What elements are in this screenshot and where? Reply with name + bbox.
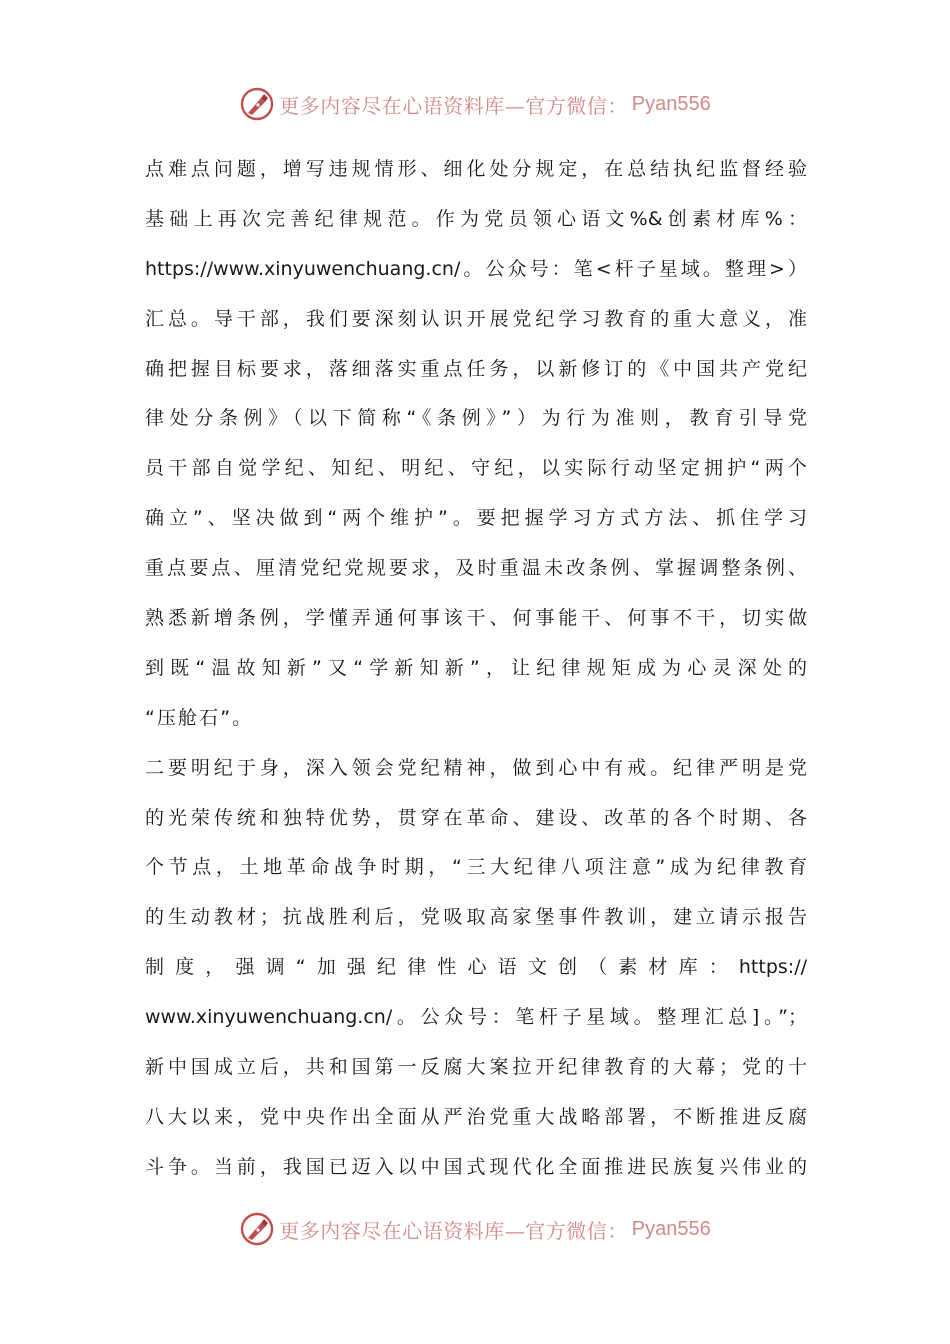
text-line: 员干部自觉学纪、知纪、明纪、守纪，以实际行动坚定拥护“两个 bbox=[145, 457, 807, 480]
banner-handle: Pyan556 bbox=[631, 1217, 711, 1240]
text-line: 确立”、坚决做到“两个维护”。要把握学习方式方法、抓住学习 bbox=[145, 507, 807, 530]
header-banner bbox=[0, 84, 950, 124]
text-line: 点难点问题，增写违规情形、细化处分规定，在总结执纪监督经验 bbox=[145, 158, 807, 180]
banner-text: 更多内容尽在心语资料库—官方微信： bbox=[279, 93, 628, 118]
text-line: 重点要点、厘清党纪党规要求，及时重温未改条例、掌握调整条例、 bbox=[145, 557, 807, 580]
text-line: https://www.xinyuwenchuang.cn/。公众号：笔<杆子星域。整理>） bbox=[145, 257, 807, 280]
text-line: 二要明纪于身，深入领会党纪精神，做到心中有戒。纪律严明是党 bbox=[145, 756, 807, 779]
pen-nib-logo-icon bbox=[239, 86, 275, 122]
text-line: 基础上再次完善纪律规范。作为党员领心语文%&创素材库%： bbox=[145, 207, 807, 230]
text-line: 斗争。当前，我国已迈入以中国式现代化全面推进民族复兴伟业的 bbox=[145, 1155, 807, 1178]
text-line: “压舱石”。 bbox=[145, 706, 254, 729]
text-line: 的光荣传统和独特优势，贯穿在革命、建设、改革的各个时期、各 bbox=[145, 806, 807, 829]
banner-handle: Pyan556 bbox=[631, 92, 711, 115]
document-body bbox=[145, 145, 807, 1193]
text-line: 确把握目标要求，落细落实重点任务，以新修订的《中国共产党纪 bbox=[145, 357, 807, 380]
banner-text: 更多内容尽在心语资料库—官方微信： bbox=[279, 1218, 628, 1243]
text-line: 个节点，土地革命战争时期，“三大纪律八项注意”成为纪律教育 bbox=[145, 856, 807, 879]
footer-banner bbox=[0, 1209, 950, 1249]
text-line: 汇总。导干部，我们要深刻认识开展党纪学习教育的重大意义，准 bbox=[145, 307, 807, 330]
text-line: 的生动教材；抗战胜利后，党吸取高家堡事件教训，建立请示报告 bbox=[145, 906, 807, 929]
text-line: 到既“温故知新”又“学新知新”，让纪律规矩成为心灵深处的 bbox=[145, 656, 807, 679]
text-line: 八大以来，党中央作出全面从严治党重大战略部署，不断推进反腐 bbox=[145, 1105, 807, 1128]
text-line: www.xinyuwenchuang.cn/。公众号：笔杆子星域。整理汇总]。”； bbox=[145, 1006, 807, 1029]
text-line: 新中国成立后，共和国第一反腐大案拉开纪律教育的大幕；党的十 bbox=[145, 1056, 807, 1079]
text-line: 制度，强调“加强纪律性心语文创（素材库：https:// bbox=[145, 956, 807, 979]
pen-nib-logo-icon bbox=[239, 1211, 275, 1247]
text-line: 熟悉新增条例，学懂弄通何事该干、何事能干、何事不干，切实做 bbox=[145, 607, 807, 630]
text-line: 律处分条例》（以下简称“《条例》”）为行为准则，教育引导党 bbox=[145, 407, 807, 430]
